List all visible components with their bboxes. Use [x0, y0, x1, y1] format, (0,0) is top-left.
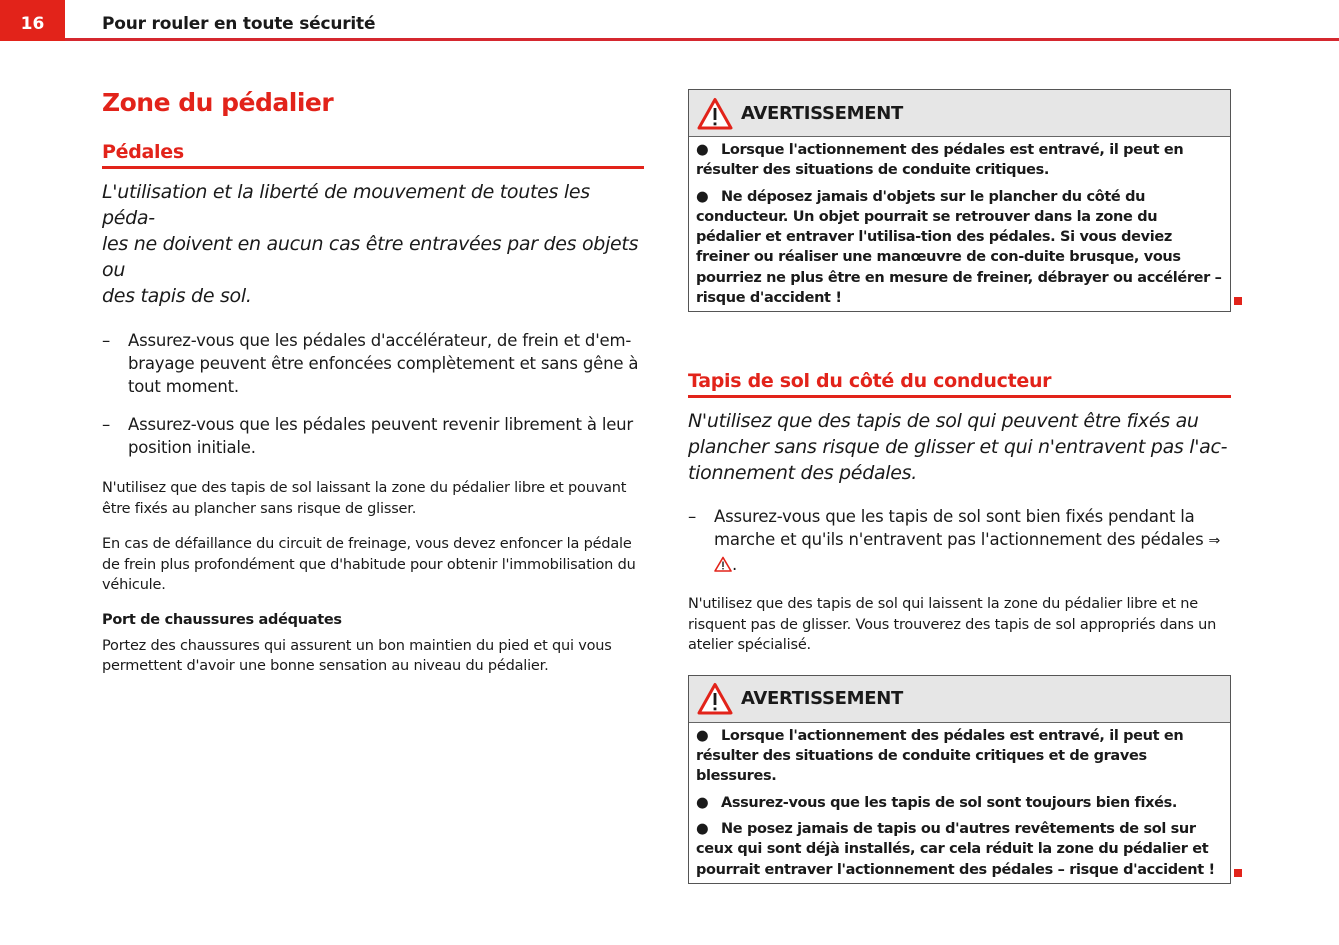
warning-title: AVERTISSEMENT [741, 102, 904, 124]
bullet-icon: ● [696, 821, 709, 838]
left-column [102, 88, 644, 677]
lead-paragraph [102, 179, 644, 309]
list-item [102, 413, 644, 459]
bullet-icon: ● [696, 794, 709, 811]
end-of-section-marker [1234, 869, 1242, 877]
lead-line: des tapis de sol. [102, 285, 252, 307]
dash-marker: – [688, 507, 697, 527]
warning-item-text: Ne déposez jamais d'objets sur le plancher du côté du conducteur. Un objet pourrait se retrouver dans la zone du pédalier et entraver l'utilisa-tion des pédales. Si vous deviez freiner ou réaliser une manœuvre de con-duite brusque, vous pourriez ne plus être en mesure de freiner, débrayer ou accélérer – risque d'accident ! [696, 188, 1222, 307]
chapter-title: Zone du pédalier [102, 88, 334, 117]
list-item [688, 505, 1231, 576]
warning-reference-icon[interactable] [714, 556, 732, 572]
list-item-suffix: . [732, 555, 738, 575]
page-number: 16 [0, 0, 65, 41]
body-paragraph: En cas de défaillance du circuit de freinage, vous devez enfoncer la pédale de frein plus profondément que d'habitude pour obtenir l'immobilisation du véhicule. [102, 536, 636, 593]
warning-item [696, 819, 1224, 880]
warning-body [689, 137, 1230, 311]
warning-item [696, 793, 1224, 813]
running-header-title: Pour rouler en toute sécurité [102, 14, 376, 34]
header-rule [65, 38, 1339, 41]
list-item-text: Assurez-vous que les pédales d'accélérateur, de frein et d'em-brayage peuvent être enfoncées complètement et sans gêne à tout moment. [128, 331, 639, 396]
bullet-icon: ● [696, 188, 709, 205]
list-item-text: Assurez-vous que les tapis de sol sont bien fixés pendant la marche et qu'ils n'entravent pas l'actionnement des pédales [714, 507, 1204, 550]
end-of-section-marker [1234, 297, 1242, 305]
warning-item [696, 187, 1224, 309]
body-paragraph: Portez des chaussures qui assurent un bon maintien du pied et qui vous permettent d'avoir une bonne sensation au niveau du pédalier. [102, 637, 612, 674]
warning-item-text: Assurez-vous que les tapis de sol sont toujours bien fixés. [721, 794, 1178, 811]
body-paragraph: N'utilisez que des tapis de sol laissant la zone du pédalier libre et pouvant être fixés au plancher sans risque de glisser. [102, 480, 627, 517]
list-item-text: Assurez-vous que les pédales peuvent revenir librement à leur position initiale. [128, 415, 634, 457]
lead-line: L'utilisation et la liberté de mouvement de toutes les péda- [102, 181, 590, 229]
warning-triangle-icon [697, 97, 733, 130]
dash-marker: – [102, 415, 111, 434]
section-title-pedales: Pédales [102, 141, 644, 169]
right-column [688, 89, 1231, 884]
warning-box [688, 675, 1231, 884]
dash-marker: – [102, 331, 111, 350]
reference-arrow: ⇒ [1208, 533, 1221, 550]
bullet-icon: ● [696, 727, 709, 744]
warning-item [696, 726, 1224, 787]
lead-line: les ne doivent en aucun cas être entravées par des objets ou [102, 233, 639, 281]
warning-header [689, 676, 1230, 723]
warning-body [689, 723, 1230, 883]
list-item [102, 329, 644, 398]
warning-title: AVERTISSEMENT [741, 688, 904, 710]
warning-item-text: Ne posez jamais de tapis ou d'autres revêtements de sol sur ceux qui sont déjà installés, car cela réduit la zone du pédalier et pourrait entraver l'actionnement des pédales – risque d'accident ! [696, 821, 1215, 878]
instruction-list [102, 329, 644, 459]
bullet-icon: ● [696, 142, 709, 158]
warning-item-text: Lorsque l'actionnement des pédales est entravé, il peut en résulter des situations de conduite critiques et de graves blessures. [696, 727, 1184, 785]
warning-header [689, 90, 1230, 137]
section-title-tapis: Tapis de sol du côté du conducteur [688, 370, 1231, 398]
warning-box [688, 89, 1231, 312]
subheading: Port de chaussures adéquates [102, 611, 342, 628]
page-header [0, 0, 1339, 41]
warning-item [696, 140, 1224, 181]
body-paragraph: N'utilisez que des tapis de sol qui laissent la zone du pédalier libre et ne risquent pas de glisser. Vous trouverez des tapis de sol appropriés dans un atelier spécialisé. [688, 596, 1217, 654]
lead-paragraph: N'utilisez que des tapis de sol qui peuvent être fixés au plancher sans risque de glisser et qui n'entravent pas l'ac-tionnement des pédales. [688, 410, 1228, 485]
instruction-list [688, 505, 1231, 576]
warning-item-text: Lorsque l'actionnement des pédales est entravé, il peut en résulter des situations de conduite critiques. [696, 142, 1184, 179]
warning-triangle-icon [697, 682, 733, 715]
